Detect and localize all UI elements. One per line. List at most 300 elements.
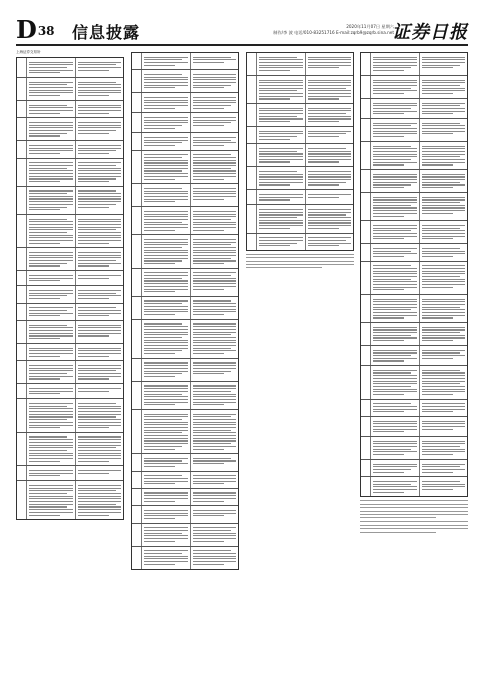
fine-print-line xyxy=(29,165,73,166)
fine-print-line xyxy=(193,501,224,502)
fine-print-line xyxy=(259,153,303,154)
fine-print-line xyxy=(259,245,290,246)
table-row xyxy=(17,159,123,187)
fine-print-line xyxy=(144,556,188,557)
row-index-cell xyxy=(17,215,27,247)
fine-print-line xyxy=(259,59,303,60)
fine-print-line xyxy=(29,252,73,253)
row-index-cell xyxy=(17,78,27,100)
fine-print-line xyxy=(29,72,60,73)
fine-print-line xyxy=(78,295,122,296)
fine-print-line xyxy=(78,145,122,146)
fine-print-line xyxy=(29,422,73,423)
fine-print-line xyxy=(193,556,237,557)
table-cell xyxy=(27,344,75,360)
fine-print-line xyxy=(193,255,237,256)
fine-print-line xyxy=(29,87,73,88)
fine-print-line xyxy=(422,337,466,338)
row-index-cell xyxy=(17,141,27,157)
fine-print-line xyxy=(422,281,466,282)
column-3 xyxy=(246,50,354,690)
fine-print-line xyxy=(144,558,188,559)
fine-print-line xyxy=(78,107,122,108)
fine-print-line xyxy=(259,131,303,132)
fine-print-line xyxy=(373,182,417,183)
table-cell xyxy=(75,159,124,186)
table-cell xyxy=(142,297,190,319)
fine-print-line xyxy=(144,191,188,192)
table-cell xyxy=(190,269,239,296)
fine-print-line xyxy=(78,278,109,279)
fine-print-line xyxy=(193,188,237,189)
fine-print-line xyxy=(193,289,224,290)
fine-print-line xyxy=(78,193,122,194)
fine-print-line xyxy=(308,228,339,229)
fine-print-line xyxy=(422,386,466,387)
fine-print-line xyxy=(373,337,417,338)
fine-print-line xyxy=(29,224,73,225)
fine-print-line xyxy=(259,194,303,195)
fine-print-line xyxy=(193,142,237,143)
fine-print-line xyxy=(308,67,339,68)
fine-print-line xyxy=(78,130,116,131)
column-2 xyxy=(131,50,239,690)
table-cell xyxy=(190,472,239,488)
fine-print-line xyxy=(193,533,237,534)
fine-print-line xyxy=(29,278,73,279)
fine-print-line xyxy=(259,80,303,81)
table-cell xyxy=(190,151,239,183)
table-cell xyxy=(75,361,124,383)
table-row xyxy=(361,346,467,366)
fine-print-line xyxy=(373,236,417,237)
fine-print-line xyxy=(78,290,122,291)
fine-print-line xyxy=(373,176,417,177)
table-cell xyxy=(257,144,305,166)
table-cell xyxy=(305,190,354,204)
fine-print-line xyxy=(308,237,352,238)
fine-print-line xyxy=(78,232,122,233)
fine-print-line xyxy=(193,385,237,386)
fine-print-line xyxy=(144,117,188,118)
fine-print-line xyxy=(422,184,466,185)
table-row xyxy=(132,489,238,506)
fine-print-line xyxy=(422,429,453,430)
fine-print-line xyxy=(144,303,182,304)
fine-print-line xyxy=(373,391,417,392)
fine-print-line xyxy=(259,197,303,198)
row-index-cell xyxy=(17,304,27,320)
fine-print-line xyxy=(308,176,352,177)
fine-print-line xyxy=(373,281,417,282)
fine-print-line xyxy=(308,96,352,97)
fine-print-line xyxy=(193,430,231,431)
fine-print-line xyxy=(193,332,237,333)
fine-print-line xyxy=(144,345,188,346)
fine-print-line xyxy=(308,209,352,210)
fine-print-line xyxy=(193,160,237,161)
fine-print-line xyxy=(193,326,237,327)
table-cell xyxy=(27,58,75,77)
fine-print-line xyxy=(78,455,122,456)
fine-print-line xyxy=(144,79,188,80)
table-cell xyxy=(257,167,305,189)
table-cell xyxy=(142,524,190,546)
fine-print-line xyxy=(144,165,188,166)
table-cell xyxy=(190,454,239,470)
table-cell xyxy=(257,190,305,204)
fine-print-line xyxy=(193,558,237,559)
fine-print-line xyxy=(29,436,67,437)
table-cell xyxy=(75,78,124,100)
fine-print-line xyxy=(29,376,73,377)
fine-print-line xyxy=(29,232,67,233)
footnote-line xyxy=(360,528,468,529)
fine-print-line xyxy=(29,130,73,131)
fine-print-line xyxy=(144,219,188,220)
fine-print-line xyxy=(29,442,73,443)
fine-print-line xyxy=(29,260,73,261)
fine-print-line xyxy=(144,492,188,493)
fine-print-line xyxy=(422,233,466,234)
fine-print-line xyxy=(193,214,237,215)
table-row xyxy=(361,417,467,437)
fine-print-line xyxy=(78,450,122,451)
fine-print-line xyxy=(422,65,460,66)
fine-print-line xyxy=(29,330,73,331)
fine-print-line xyxy=(193,483,224,484)
row-index-cell xyxy=(132,184,142,206)
fine-print-line xyxy=(193,402,237,403)
fine-print-line xyxy=(373,103,417,104)
fine-print-line xyxy=(144,535,188,536)
fine-print-line xyxy=(308,110,352,111)
table-cell xyxy=(371,262,419,294)
table-row xyxy=(17,141,123,158)
fine-print-line xyxy=(144,323,182,324)
table-cell xyxy=(419,437,468,459)
fine-print-line xyxy=(373,57,417,58)
row-index-cell xyxy=(132,93,142,112)
fine-print-line xyxy=(29,504,73,505)
table-row xyxy=(132,547,238,569)
fine-print-line xyxy=(144,105,188,106)
fine-print-line xyxy=(422,213,453,214)
fine-print-line xyxy=(308,65,352,66)
fine-print-line xyxy=(193,538,237,539)
fine-print-line xyxy=(193,300,231,301)
row-index-cell xyxy=(132,133,142,149)
fine-print-line xyxy=(308,133,346,134)
fine-print-line xyxy=(308,57,352,58)
fine-print-line xyxy=(193,391,231,392)
row-index-cell xyxy=(247,104,257,126)
fine-print-line xyxy=(259,118,303,119)
fine-print-line xyxy=(29,356,60,357)
fine-print-line xyxy=(193,348,231,349)
table-row xyxy=(132,382,238,410)
fine-print-line xyxy=(144,510,188,511)
fine-print-line xyxy=(422,197,466,198)
footnote-block xyxy=(360,500,468,518)
table-row xyxy=(361,262,467,295)
table-cell xyxy=(371,193,419,220)
fine-print-line xyxy=(373,469,411,470)
fine-print-line xyxy=(193,481,237,482)
fine-print-line xyxy=(144,483,175,484)
fine-print-line xyxy=(144,128,175,129)
header-rule xyxy=(16,44,468,46)
fine-print-line xyxy=(144,564,175,565)
fine-print-line xyxy=(373,429,417,430)
fine-print-line xyxy=(422,409,466,410)
fine-print-line xyxy=(78,122,122,123)
row-index-cell xyxy=(361,170,371,192)
fine-print-line xyxy=(193,394,237,395)
table-row xyxy=(17,78,123,101)
fine-print-line xyxy=(144,466,175,467)
fine-print-line xyxy=(422,451,466,452)
table-cell xyxy=(75,58,124,77)
fine-print-line xyxy=(29,391,73,392)
fine-print-line xyxy=(373,284,417,285)
footnote-line xyxy=(360,500,468,501)
fine-print-line xyxy=(29,488,73,489)
fine-print-line xyxy=(144,57,188,58)
fine-print-line xyxy=(78,221,122,222)
fine-print-line xyxy=(144,435,188,436)
row-index-cell xyxy=(132,297,142,319)
table-row xyxy=(17,286,123,303)
fine-print-line xyxy=(373,233,417,234)
table-cell xyxy=(257,104,305,126)
footnote-line xyxy=(360,532,436,533)
fine-print-line xyxy=(373,123,417,124)
fine-print-line xyxy=(373,340,404,341)
row-index-cell xyxy=(361,53,371,75)
fine-print-line xyxy=(422,187,453,188)
fine-print-line xyxy=(144,414,188,415)
table-cell xyxy=(190,207,239,234)
fine-print-line xyxy=(78,275,122,276)
fine-print-line xyxy=(29,493,67,494)
fine-print-line xyxy=(373,279,411,280)
fine-print-line xyxy=(193,154,231,155)
fine-print-line xyxy=(78,125,122,126)
row-index-cell xyxy=(361,323,371,345)
fine-print-line xyxy=(308,98,339,99)
table-cell xyxy=(190,382,239,409)
table-row xyxy=(361,170,467,193)
fine-print-line xyxy=(78,490,116,491)
table-cell xyxy=(75,118,124,140)
table-row xyxy=(132,70,238,93)
fine-print-line xyxy=(422,228,460,229)
fine-print-line xyxy=(373,317,404,318)
fine-print-line xyxy=(144,199,188,200)
fine-print-line xyxy=(29,348,73,349)
row-index-cell xyxy=(247,190,257,204)
fine-print-line xyxy=(422,148,466,149)
row-index-cell xyxy=(17,286,27,302)
fine-print-line xyxy=(193,59,237,60)
fine-print-line xyxy=(422,159,466,160)
fine-print-line xyxy=(193,342,237,343)
fine-print-line xyxy=(373,443,417,444)
fine-print-line xyxy=(144,242,188,243)
fine-print-line xyxy=(144,188,182,189)
fine-print-line xyxy=(29,190,73,191)
header-meta xyxy=(273,24,394,36)
table-row xyxy=(247,205,353,233)
fine-print-line xyxy=(259,240,303,241)
fine-print-line xyxy=(144,224,188,225)
table-cell xyxy=(190,410,239,453)
fine-print-line xyxy=(193,239,237,240)
table-cell xyxy=(305,104,354,126)
fine-print-line xyxy=(373,406,417,407)
fine-print-line xyxy=(259,179,303,180)
fine-print-line xyxy=(373,125,411,126)
fine-print-line xyxy=(308,148,346,149)
fine-print-line xyxy=(422,88,466,89)
table-cell xyxy=(27,159,75,186)
fine-print-line xyxy=(308,131,352,132)
fine-print-line xyxy=(373,426,417,427)
fine-print-line xyxy=(29,196,73,197)
table-cell xyxy=(257,205,305,232)
fine-print-line xyxy=(193,230,224,231)
fine-print-line xyxy=(193,85,231,86)
fine-print-line xyxy=(144,443,188,444)
table-row xyxy=(132,410,238,454)
fine-print-line xyxy=(373,411,404,412)
row-index-cell xyxy=(17,384,27,398)
table-cell xyxy=(75,466,124,480)
fine-print-line xyxy=(144,145,175,146)
fine-print-line xyxy=(78,95,109,96)
fine-print-line xyxy=(422,67,453,68)
fine-print-line xyxy=(144,368,188,369)
fine-print-line xyxy=(373,199,417,200)
fine-print-line xyxy=(193,100,237,101)
table-cell xyxy=(142,184,190,206)
fine-print-line xyxy=(422,464,466,465)
fine-print-line xyxy=(78,498,122,499)
fine-print-line xyxy=(144,154,188,155)
footnote-line xyxy=(360,504,468,505)
row-index-cell xyxy=(361,437,371,459)
fine-print-line xyxy=(193,82,237,83)
table-cell xyxy=(27,361,75,383)
fine-print-line xyxy=(373,441,417,442)
table-row xyxy=(17,118,123,141)
fine-print-line xyxy=(29,67,67,68)
fine-print-line xyxy=(144,260,182,261)
table-row xyxy=(361,76,467,99)
table-row xyxy=(361,221,467,244)
fine-print-line xyxy=(422,265,466,266)
table-row xyxy=(17,344,123,361)
fine-print-line xyxy=(422,179,466,180)
table-cell xyxy=(371,460,419,476)
fine-print-line xyxy=(373,329,417,330)
fine-print-line xyxy=(78,461,109,462)
fine-print-line xyxy=(422,284,466,285)
table-cell xyxy=(371,477,419,496)
fine-print-line xyxy=(144,553,182,554)
table-row xyxy=(247,234,353,250)
fine-print-line xyxy=(308,161,339,162)
fine-print-line xyxy=(422,370,460,371)
fine-print-line xyxy=(78,110,122,111)
fine-print-line xyxy=(29,162,73,163)
page-number xyxy=(16,15,55,44)
fine-print-line xyxy=(193,87,224,88)
fine-print-line xyxy=(422,154,466,155)
fine-print-line xyxy=(144,100,188,101)
fine-print-line xyxy=(259,184,290,185)
fine-print-line xyxy=(29,170,73,171)
fine-print-line xyxy=(193,199,224,200)
fine-print-line xyxy=(422,123,460,124)
fine-print-line xyxy=(373,372,411,373)
fine-print-line xyxy=(78,453,122,454)
fine-print-line xyxy=(29,338,60,339)
fine-print-line xyxy=(144,527,188,528)
fine-print-line xyxy=(78,70,109,71)
row-index-cell xyxy=(361,142,371,169)
row-index-cell xyxy=(17,466,27,480)
row-index-cell xyxy=(17,271,27,285)
row-index-cell xyxy=(132,382,142,409)
fine-print-line xyxy=(193,334,231,335)
footnote-line xyxy=(360,514,468,515)
fine-print-line xyxy=(259,65,303,66)
fine-print-line xyxy=(144,87,175,88)
fine-print-line xyxy=(29,427,60,428)
row-index-cell xyxy=(247,76,257,103)
fine-print-line xyxy=(193,323,237,324)
table-cell xyxy=(75,433,124,465)
fine-print-line xyxy=(422,391,466,392)
fine-print-line xyxy=(144,193,188,194)
fine-print-line xyxy=(78,176,122,177)
fine-print-line xyxy=(259,67,303,68)
fine-print-line xyxy=(422,225,466,226)
table-row xyxy=(17,101,123,118)
fine-print-line xyxy=(78,240,122,241)
fine-print-line xyxy=(144,449,175,450)
row-index-cell xyxy=(132,454,142,470)
fine-print-line xyxy=(373,230,411,231)
fine-print-line xyxy=(308,90,352,91)
table-cell xyxy=(75,384,124,398)
table-row xyxy=(132,297,238,320)
fine-print-line xyxy=(373,111,417,112)
table-cell xyxy=(142,70,190,92)
fine-print-line xyxy=(29,458,73,459)
table-cell xyxy=(419,119,468,141)
table-cell xyxy=(142,382,190,409)
fine-print-line xyxy=(193,122,231,123)
fine-print-line xyxy=(373,238,404,239)
fine-print-line xyxy=(422,421,466,422)
fine-print-line xyxy=(259,199,290,200)
fine-print-line xyxy=(78,458,122,459)
table-row xyxy=(247,104,353,127)
fine-print-line xyxy=(193,117,237,118)
